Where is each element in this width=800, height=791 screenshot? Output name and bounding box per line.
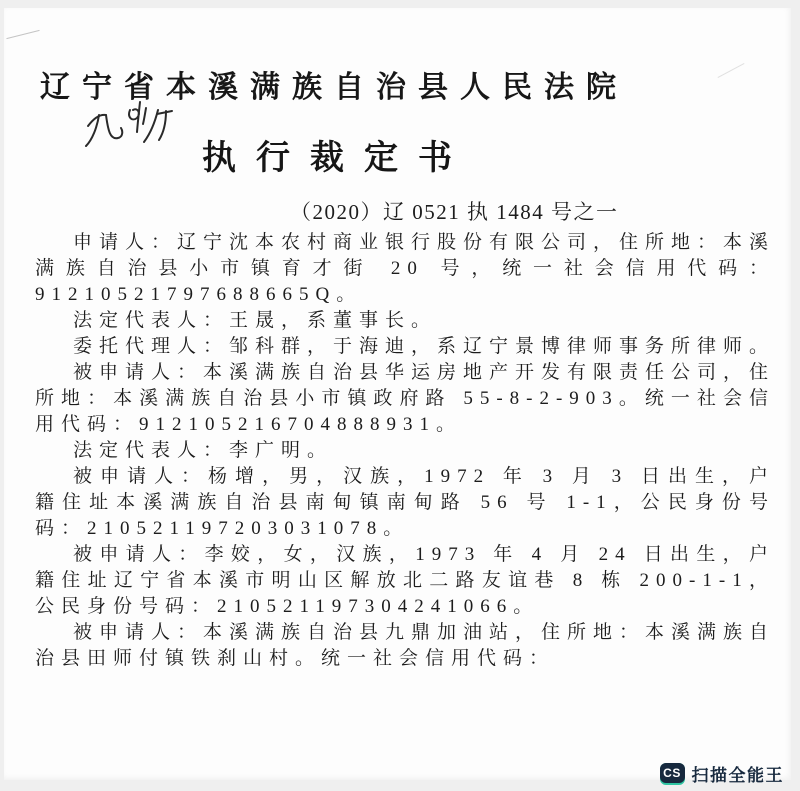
- body-paragraph: 被申请人：本溪满族自治县华运房地产开发有限责任公司，住所地：本溪满族自治县小市镇政府路 55-8-2-903。统一社会信用代码：912105216704888931。: [35, 362, 776, 435]
- court-name-heading: 辽宁省本溪满族自治县人民法院: [40, 71, 628, 104]
- body-paragraph: 申请人：辽宁沈本农村商业银行股份有限公司，住所地：本溪满族自治县小市镇育才街 20 号，统一社会信用代码：91210521797688665Q。: [35, 232, 776, 305]
- camscanner-logo-icon: [660, 763, 685, 785]
- body-paragraph: 被申请人：杨增，男，汉族，1972 年 3 月 3 日出生，户籍住址本溪满族自治县南甸镇南甸路 56 号 1-1，公民身份号码：210521197203031078。: [35, 466, 775, 539]
- body-paragraph: 委托代理人：邹科群，于海迪，系辽宁景博律师事务所律师。: [73, 336, 776, 357]
- body-paragraph: 被申请人：本溪满族自治县九鼎加油站，住所地：本溪满族自治县田师付镇铁刹山村。统一社会信用代码：: [35, 622, 776, 669]
- case-number: （2020）辽 0521 执 1484 号之一: [290, 200, 619, 224]
- document-body: [35, 230, 775, 672]
- handwritten-annotation: [80, 98, 180, 162]
- scanner-app-name: 扫描全能王: [691, 766, 784, 785]
- camscanner-logo-text: CS: [660, 763, 685, 783]
- body-paragraph: 法定代表人：王晟，系董事长。: [73, 310, 438, 331]
- fold-mark-top-right: [718, 63, 745, 78]
- body-paragraph: 被申请人：李姣，女，汉族，1973 年 4 月 24 日出生，户籍住址辽宁省本溪市明山区解放北二路友谊巷 8 栋 200-1-1，公民身份号码：210521197304241066。: [35, 544, 775, 617]
- body-paragraph: 法定代表人：李广明。: [73, 440, 334, 461]
- scanner-watermark: [660, 761, 785, 786]
- fold-mark-top-left: [6, 30, 39, 39]
- document-page: [4, 8, 791, 780]
- document-title: 执行裁定书: [202, 140, 472, 177]
